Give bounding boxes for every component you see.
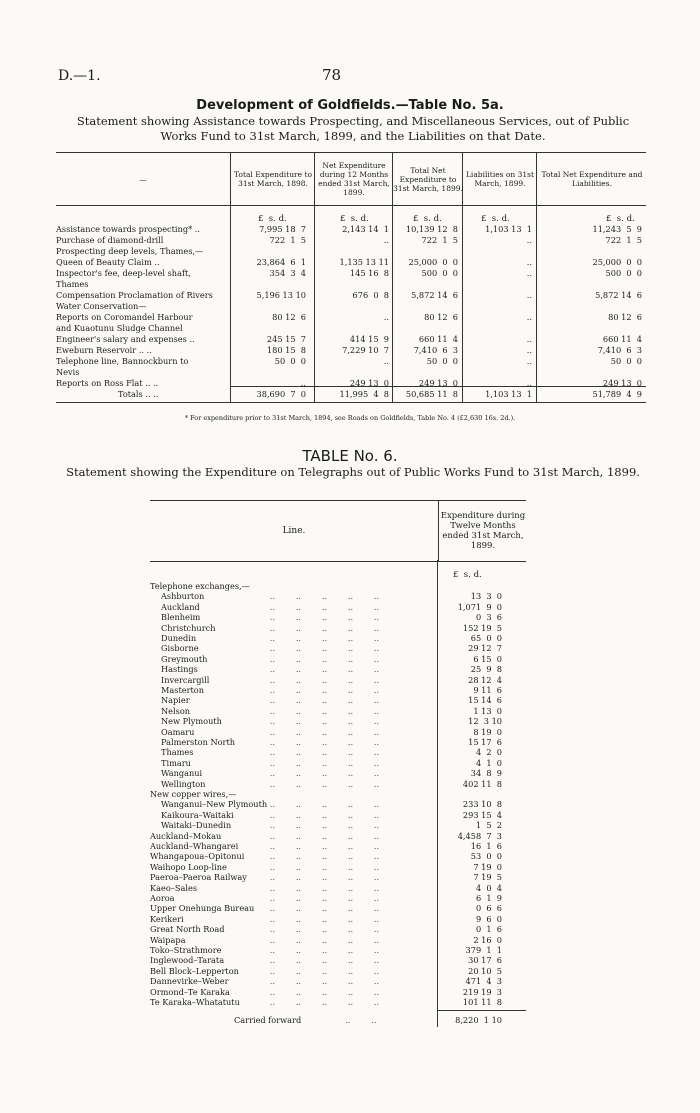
leader-dots: .. .. .. .. .. bbox=[262, 976, 380, 987]
table-row bbox=[150, 914, 526, 925]
leader-dots: .. .. .. .. .. bbox=[262, 872, 380, 883]
table-row bbox=[150, 997, 526, 1008]
row-label: Compensation Proclamation of Rivers bbox=[56, 290, 213, 300]
line-label: Kerikeri bbox=[150, 913, 184, 924]
line-label: Paeroa–Paeroa Railway bbox=[150, 872, 247, 883]
line-label: Wellington bbox=[161, 778, 206, 789]
row-label: and Kuaotunu Sludge Channel bbox=[56, 323, 183, 333]
amount-cell: 219 19 3 bbox=[462, 986, 502, 997]
line-label: Auckland bbox=[161, 601, 200, 612]
table-row bbox=[150, 789, 526, 800]
table-5a-title: Development of Goldfields.—Table No. 5a. bbox=[196, 98, 504, 113]
table-row bbox=[150, 581, 526, 592]
amount-cell: 660 11 4 bbox=[602, 334, 642, 344]
amount-cell: 660 11 4 bbox=[418, 334, 458, 344]
amount-cell: 4 2 0 bbox=[475, 747, 502, 758]
amount-cell: 1 13 0 bbox=[473, 705, 502, 716]
table-row bbox=[150, 675, 526, 686]
table-5a-statement: Statement showing Assistance towards Prospecting, and Miscellaneous Services, out of Public Works Fund to 31st March, 1899, and the Liabilities on that Date. bbox=[76, 114, 630, 143]
row-label: Purchase of diamond-drill bbox=[56, 235, 164, 245]
leader-dots: .. .. .. .. .. bbox=[262, 685, 380, 695]
leader-dots: .. .. .. .. .. bbox=[262, 841, 380, 851]
table-row bbox=[56, 345, 646, 356]
leader-dots: .. .. .. .. .. bbox=[262, 716, 380, 727]
col-expenditure-header: Expenditure during Twelve Months ended 31st March, 1899. bbox=[438, 501, 527, 561]
table-row bbox=[150, 768, 526, 779]
amount-cell: 15 14 6 bbox=[468, 695, 502, 706]
amount-cell: 249 13 0 bbox=[418, 378, 458, 388]
leader-dots: .. .. .. .. .. bbox=[262, 674, 380, 685]
amount-cell: 293 15 4 bbox=[462, 809, 502, 820]
table-row bbox=[150, 924, 526, 935]
col-total-net-header: Total Net Expenditure to 31st March, 1899. bbox=[392, 153, 463, 205]
amount-cell: 20 10 5 bbox=[468, 965, 502, 976]
money-header: £ s. d. bbox=[453, 570, 482, 580]
table-row bbox=[56, 367, 646, 378]
amount-cell: 354 3 4 bbox=[269, 268, 306, 278]
table-row bbox=[150, 799, 526, 810]
leader-dots: .. .. .. .. .. bbox=[262, 612, 380, 623]
leader-dots: .. .. .. .. .. bbox=[262, 747, 380, 758]
amount-cell: 245 15 7 bbox=[266, 334, 306, 344]
table-row bbox=[150, 955, 526, 966]
leader-dots: .. .. .. .. .. bbox=[262, 633, 380, 643]
leader-dots: .. .. .. .. .. bbox=[262, 643, 380, 654]
table-row bbox=[150, 737, 526, 748]
col-net-expenditure-header: Net Expenditure during 12 Months ended 31st March, 1899. bbox=[314, 153, 393, 205]
leader-dots: .. .. .. .. .. bbox=[262, 705, 380, 716]
table-row bbox=[56, 323, 646, 334]
amount-cell: 676 0 8 bbox=[352, 290, 389, 300]
totals-label: Totals .. .. bbox=[118, 389, 159, 399]
row-label: Nevis bbox=[56, 367, 80, 377]
amount-cell: .. bbox=[383, 312, 389, 322]
leader-dots: .. .. .. .. .. bbox=[262, 955, 380, 966]
table-row bbox=[150, 810, 526, 821]
line-label: Bell Block–Lepperton bbox=[150, 965, 239, 976]
table-row bbox=[150, 945, 526, 956]
line-label: Telephone exchanges,— bbox=[150, 581, 250, 591]
table-row bbox=[56, 290, 646, 301]
amount-cell: 722 1 5 bbox=[269, 235, 306, 245]
table-row bbox=[150, 831, 526, 842]
amount-cell: 5,196 13 10 bbox=[256, 290, 306, 300]
leader-dots: .. .. .. .. .. bbox=[262, 882, 380, 893]
amount-cell: 402 11 8 bbox=[462, 778, 502, 789]
table-row bbox=[56, 246, 646, 257]
leader-dots: .. .. bbox=[340, 1015, 377, 1026]
leader-dots: .. .. .. .. .. bbox=[262, 861, 380, 872]
amount-cell: 249 13 0 bbox=[349, 378, 389, 388]
amount-cell: 25 9 8 bbox=[470, 664, 502, 675]
amount-cell: 500 0 0 bbox=[605, 268, 642, 278]
amount-cell: 25,000 0 0 bbox=[592, 257, 642, 267]
table-row bbox=[150, 841, 526, 852]
amount-cell: 23,864 6 1 bbox=[256, 257, 306, 267]
amount-cell: 379 1 1 bbox=[465, 945, 502, 955]
table-row bbox=[56, 235, 646, 246]
amount-cell: 50 0 0 bbox=[426, 356, 458, 366]
amount-cell: 7 19 5 bbox=[473, 872, 502, 883]
amount-cell: 722 1 5 bbox=[605, 235, 642, 245]
amount-cell: 4 0 4 bbox=[475, 882, 502, 893]
row-label: Telephone line, Bannockburn to bbox=[56, 356, 189, 366]
table-bottom-rule bbox=[56, 402, 646, 403]
table-row bbox=[150, 664, 526, 675]
leader-dots: .. .. .. .. .. bbox=[262, 934, 380, 945]
table-row bbox=[150, 862, 526, 873]
line-label: Upper Onehunga Bureau bbox=[150, 903, 255, 914]
table-6-statement: Statement showing the Expenditure on Telegraphs out of Public Works Fund to 31st March, 1899. bbox=[66, 465, 640, 479]
leader-dots: .. .. .. .. .. bbox=[262, 695, 380, 706]
leader-dots: .. .. .. .. .. bbox=[262, 768, 380, 779]
table-row bbox=[150, 893, 526, 904]
table-row bbox=[150, 872, 526, 883]
amount-cell: 80 12 6 bbox=[424, 312, 458, 322]
table-6-title: TABLE No. 6. bbox=[302, 447, 398, 465]
leader-dots: .. .. .. .. .. bbox=[262, 924, 380, 935]
row-label: Prospecting deep levels, Thames,— bbox=[56, 246, 204, 256]
line-label: Inglewood–Tarata bbox=[150, 955, 225, 966]
leader-dots: .. .. .. .. .. bbox=[262, 601, 380, 612]
amount-cell: 8 19 0 bbox=[473, 726, 502, 737]
amount-cell: 249 13 0 bbox=[602, 378, 642, 388]
line-label: Whangapoua–Opitonui bbox=[150, 851, 245, 862]
table-row bbox=[56, 268, 646, 279]
leader-dots: .. .. .. .. .. bbox=[262, 799, 380, 810]
amount-cell: 29 12 7 bbox=[468, 643, 502, 654]
total-cell: 11,995 4 8 bbox=[339, 389, 389, 399]
table-row bbox=[150, 966, 526, 977]
money-header: £ s. d. bbox=[481, 214, 510, 224]
line-label: Napier bbox=[161, 695, 190, 706]
amount-cell: 80 12 6 bbox=[272, 312, 306, 322]
table-row bbox=[56, 301, 646, 312]
leader-dots: .. .. .. .. .. bbox=[262, 664, 380, 675]
amount-cell: 1,103 13 1 bbox=[485, 224, 532, 234]
table-row bbox=[150, 758, 526, 769]
leader-dots: .. .. .. .. .. bbox=[262, 945, 380, 955]
amount-cell: 13 3 0 bbox=[470, 591, 502, 602]
amount-cell: 4,458 7 3 bbox=[457, 830, 502, 841]
table-row bbox=[150, 706, 526, 717]
row-label: Thames bbox=[56, 279, 89, 289]
row-label: Water Conservation— bbox=[56, 301, 147, 311]
table-row bbox=[150, 976, 526, 987]
table-row bbox=[150, 747, 526, 758]
amount-cell: .. bbox=[526, 235, 532, 245]
amount-cell: 30 17 6 bbox=[468, 955, 502, 966]
leader-dots: .. .. .. .. .. bbox=[262, 820, 380, 831]
col-total-expenditure-header: Total Expenditure to 31st March, 1898. bbox=[230, 153, 315, 205]
row-label: Eweburn Reservoir .. .. bbox=[56, 345, 152, 355]
amount-cell: 50 0 0 bbox=[610, 356, 642, 366]
amount-cell: 9 6 0 bbox=[475, 913, 502, 924]
totals-row bbox=[56, 389, 646, 400]
line-label: Te Karaka–Whatatutu bbox=[150, 997, 240, 1007]
col-total-liabilities-header: Total Net Expenditure and Liabilities. bbox=[536, 153, 647, 205]
table-row bbox=[150, 695, 526, 706]
leader-dots: .. .. .. .. .. bbox=[262, 997, 380, 1007]
amount-cell: .. bbox=[526, 312, 532, 322]
table-row bbox=[150, 643, 526, 654]
line-label: New copper wires,— bbox=[150, 789, 237, 799]
amount-cell: .. bbox=[526, 268, 532, 278]
leader-dots: .. .. .. .. .. bbox=[262, 737, 380, 747]
table-row bbox=[56, 257, 646, 268]
leader-dots: .. .. .. .. .. bbox=[262, 809, 380, 820]
carried-forward-rule bbox=[437, 1010, 526, 1011]
col-liabilities-header: Liabilities on 31st March, 1899. bbox=[462, 153, 537, 205]
col-line-header: Line. bbox=[282, 525, 306, 536]
amount-cell: 7,410 6 3 bbox=[413, 345, 458, 355]
line-label: Dannevirke–Weber bbox=[150, 976, 229, 987]
carried-forward-amount: 8,220 1 10 bbox=[455, 1015, 502, 1026]
table-row bbox=[150, 623, 526, 634]
table-row bbox=[150, 654, 526, 665]
amount-cell: .. bbox=[526, 257, 532, 267]
amount-cell: 7 19 0 bbox=[473, 861, 502, 872]
amount-cell: 5,872 14 6 bbox=[411, 290, 458, 300]
amount-cell: 101 11 8 bbox=[462, 997, 502, 1007]
table-row bbox=[150, 820, 526, 831]
line-label: Kaikoura–Waitaki bbox=[161, 809, 234, 820]
line-label: Palmerston North bbox=[161, 737, 236, 747]
amount-cell: 1 5 2 bbox=[475, 820, 502, 831]
amount-cell: 10,139 12 8 bbox=[405, 224, 458, 234]
amount-cell: 233 10 8 bbox=[462, 799, 502, 810]
row-label: Reports on Ross Flat .. .. bbox=[56, 378, 159, 388]
line-label: Waipapa bbox=[150, 934, 186, 945]
amount-cell: 6 15 0 bbox=[473, 653, 502, 664]
leader-dots: .. .. .. .. .. bbox=[262, 893, 380, 903]
amount-cell: 28 12 4 bbox=[468, 674, 502, 685]
leader-dots: .. .. .. .. .. bbox=[262, 778, 380, 789]
line-label: Auckland–Mokau bbox=[150, 830, 222, 841]
row-label: Inspector's fee, deep-level shaft, bbox=[56, 268, 191, 278]
leader-dots: .. .. .. .. .. bbox=[262, 653, 380, 664]
leader-dots: .. .. .. .. .. bbox=[262, 965, 380, 976]
table-row bbox=[150, 903, 526, 914]
line-label: Great North Road bbox=[150, 924, 225, 935]
amount-cell: 34 8 9 bbox=[470, 768, 502, 779]
leader-dots: .. .. .. .. .. bbox=[262, 622, 380, 633]
table-row bbox=[150, 883, 526, 894]
total-cell: 1,103 13 1 bbox=[485, 389, 532, 399]
amount-cell: .. bbox=[383, 356, 389, 366]
amount-cell: 414 15 9 bbox=[349, 334, 389, 344]
amount-cell: 2 16 0 bbox=[473, 934, 502, 945]
table-6-header bbox=[150, 500, 526, 562]
total-cell: 50,685 11 8 bbox=[405, 389, 458, 399]
amount-cell: 180 15 8 bbox=[266, 345, 306, 355]
leader-dots: .. .. .. .. .. bbox=[262, 913, 380, 924]
line-label: Nelson bbox=[161, 705, 191, 716]
table-row bbox=[150, 633, 526, 644]
table-row bbox=[56, 312, 646, 323]
line-label: Hastings bbox=[161, 664, 198, 675]
amount-cell: .. bbox=[526, 334, 532, 344]
totals-rule bbox=[230, 386, 646, 387]
line-label: Ormond–Te Karaka bbox=[150, 986, 230, 997]
table-row bbox=[150, 591, 526, 602]
line-label: Oamaru bbox=[161, 726, 195, 737]
row-label: Assistance towards prospecting* .. bbox=[56, 224, 200, 234]
row-label: Queen of Beauty Claim .. bbox=[56, 257, 160, 267]
amount-cell: .. bbox=[383, 235, 389, 245]
money-header: £ s. d. bbox=[258, 214, 287, 224]
line-label: Auckland–Whangarei bbox=[150, 841, 239, 851]
table-row bbox=[150, 851, 526, 862]
money-header: £ s. d. bbox=[340, 214, 369, 224]
line-label: Kaeo–Sales bbox=[150, 882, 198, 893]
leader-dots: .. .. .. .. .. bbox=[262, 851, 380, 862]
line-label: Waihopo Loop-line bbox=[150, 861, 227, 872]
amount-cell: 15 17 6 bbox=[468, 737, 502, 747]
table-row bbox=[150, 602, 526, 613]
table-row bbox=[150, 716, 526, 727]
amount-cell: 9 11 6 bbox=[473, 685, 502, 695]
amount-cell: 12 3 10 bbox=[468, 716, 502, 727]
amount-cell: 7,410 6 3 bbox=[597, 345, 642, 355]
amount-cell: 2,143 14 1 bbox=[342, 224, 389, 234]
row-label: Reports on Coromandel Harbour bbox=[56, 312, 193, 322]
leader-dots: .. .. .. .. .. bbox=[262, 591, 380, 602]
table-5a-footnote: * For expenditure prior to 31st March, 1894, see Roads on Goldfields, Table No. 4 (£2,630 16s. 2d.). bbox=[184, 414, 516, 422]
line-label: New Plymouth bbox=[161, 716, 222, 727]
leader-dots: .. .. .. .. .. bbox=[262, 830, 380, 841]
line-label: Greymouth bbox=[161, 653, 208, 664]
leader-dots: .. .. .. .. .. bbox=[262, 726, 380, 737]
table-row bbox=[150, 685, 526, 696]
amount-cell: 7,229 10 7 bbox=[342, 345, 389, 355]
amount-cell: 6 1 9 bbox=[475, 893, 502, 903]
line-label: Ashburton bbox=[161, 591, 205, 602]
amount-cell: 65 0 0 bbox=[470, 633, 502, 643]
table-row bbox=[150, 779, 526, 790]
leader-dots: .. .. .. .. .. bbox=[262, 986, 380, 997]
amount-cell: 0 6 6 bbox=[475, 903, 502, 914]
amount-cell: 53 0 0 bbox=[470, 851, 502, 862]
amount-cell: 1,071 9 0 bbox=[457, 601, 502, 612]
table-row bbox=[56, 356, 646, 367]
amount-cell: 4 1 0 bbox=[475, 757, 502, 768]
leader-dots: .. .. .. .. .. bbox=[262, 903, 380, 914]
document-reference: D.—1. bbox=[58, 68, 101, 84]
carried-forward-row bbox=[150, 1015, 526, 1026]
line-label: Gisborne bbox=[161, 643, 199, 654]
total-cell: 38,690 7 0 bbox=[256, 389, 306, 399]
line-label: Waitaki–Dunedin bbox=[161, 820, 232, 831]
line-label: Thames bbox=[161, 747, 194, 758]
line-label: Invercargill bbox=[161, 674, 210, 685]
amount-cell: 500 0 0 bbox=[421, 268, 458, 278]
leader-dots: .. .. .. .. .. bbox=[262, 757, 380, 768]
amount-cell: 1,135 13 11 bbox=[339, 257, 389, 267]
line-label: Toko–Strathmore bbox=[150, 945, 222, 955]
amount-cell: 471 4 3 bbox=[465, 976, 502, 987]
amount-cell: 50 0 0 bbox=[274, 356, 306, 366]
amount-cell: 145 16 8 bbox=[349, 268, 389, 278]
amount-cell: 11,243 5 9 bbox=[592, 224, 642, 234]
amount-cell: 0 1 6 bbox=[475, 924, 502, 935]
line-label: Wanganui–New Plymouth bbox=[161, 799, 268, 810]
amount-cell: .. bbox=[526, 345, 532, 355]
line-label: Aoroa bbox=[150, 893, 175, 903]
page-number: 78 bbox=[322, 66, 342, 84]
money-header: £ s. d. bbox=[413, 214, 442, 224]
table-5a-header bbox=[56, 152, 646, 206]
amount-cell: .. bbox=[526, 378, 532, 388]
carried-forward-label: Carried forward bbox=[234, 1015, 302, 1026]
table-row bbox=[150, 727, 526, 738]
table-row bbox=[56, 334, 646, 345]
amount-cell: 25,000 0 0 bbox=[408, 257, 458, 267]
amount-cell: 80 12 6 bbox=[608, 312, 642, 322]
table-row bbox=[56, 224, 646, 235]
line-label: Blenheim bbox=[161, 612, 201, 623]
amount-cell: 7,995 18 7 bbox=[259, 224, 306, 234]
table-row bbox=[150, 935, 526, 946]
line-label: Dunedin bbox=[161, 633, 197, 643]
row-label: Engineer's salary and expenses .. bbox=[56, 334, 195, 344]
table-row bbox=[150, 612, 526, 623]
amount-cell: 722 1 5 bbox=[421, 235, 458, 245]
col-description-header: — bbox=[139, 174, 147, 184]
line-label: Christchurch bbox=[161, 622, 216, 633]
line-label: Timaru bbox=[161, 757, 191, 768]
table-row bbox=[56, 279, 646, 290]
total-cell: 51,789 4 9 bbox=[592, 389, 642, 399]
money-header: £ s. d. bbox=[606, 214, 635, 224]
amount-cell: 16 1 6 bbox=[470, 841, 502, 851]
amount-cell: .. bbox=[526, 290, 532, 300]
amount-cell: 152 19 5 bbox=[462, 622, 502, 633]
table-row bbox=[150, 987, 526, 998]
line-label: Wanganui bbox=[161, 768, 203, 779]
amount-cell: .. bbox=[526, 356, 532, 366]
amount-cell: 0 3 6 bbox=[475, 612, 502, 623]
amount-cell: .. bbox=[300, 378, 306, 388]
amount-cell: 5,872 14 6 bbox=[595, 290, 642, 300]
table-row bbox=[56, 378, 646, 389]
line-label: Masterton bbox=[161, 685, 205, 695]
